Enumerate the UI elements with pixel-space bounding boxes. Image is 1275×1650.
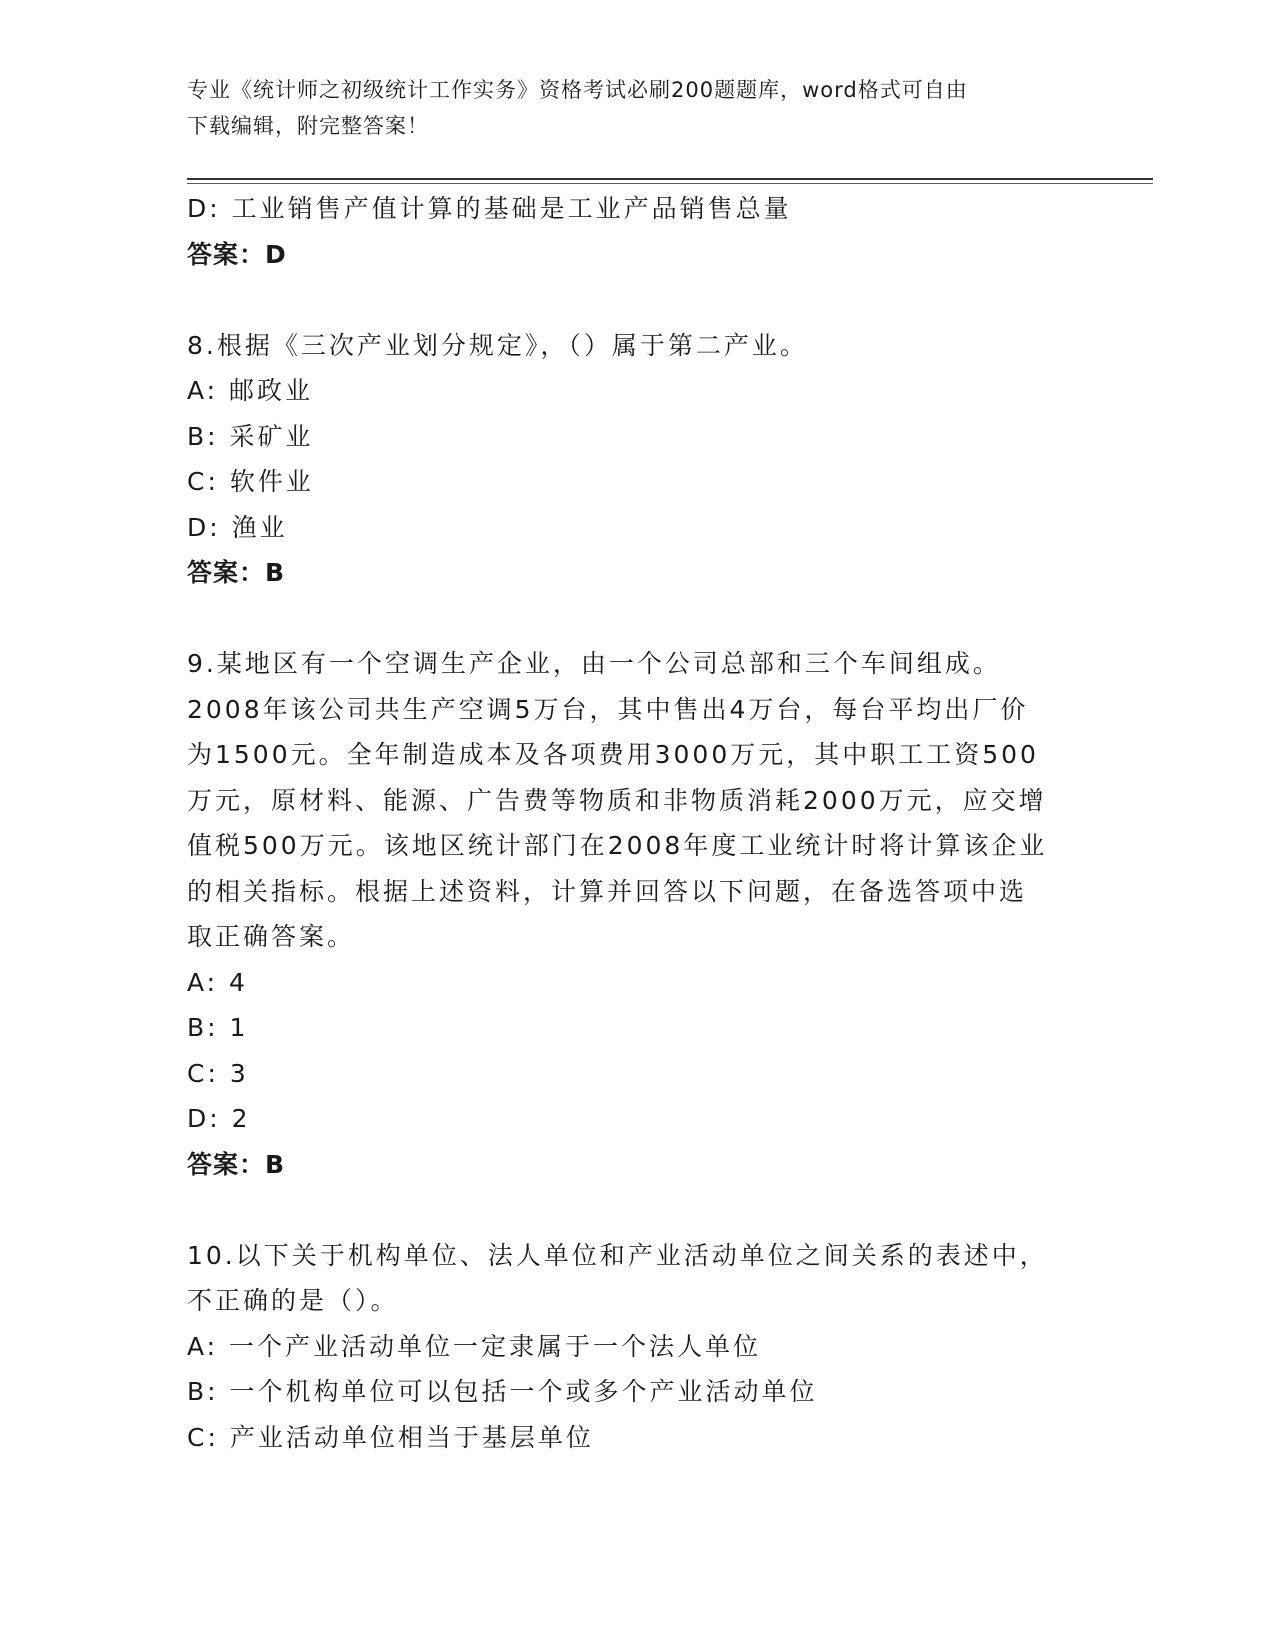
spacer	[187, 1187, 1087, 1233]
question-8-text: 8.根据《三次产业划分规定》，（）属于第二产业。	[187, 330, 808, 360]
header-rule-thin	[187, 183, 1153, 184]
question-9-text-line: 9.某地区有一个空调生产企业，由一个公司总部和三个车间组成。	[187, 649, 1001, 678]
question-8-option-d: D: 渔业	[187, 512, 288, 542]
question-9-text-line: 取正确答案。	[187, 922, 356, 951]
question-9-text-line: 的相关指标。根据上述资料，计算并回答以下问题，在备选答项中选	[187, 876, 1028, 906]
question-8-option-a: A: 邮政业	[187, 376, 314, 405]
header-line-1: 专业《统计师之初级统计工作实务》资格考试必刷200题题库，word格式可自由	[187, 78, 968, 102]
question-9-text-line: 值税500万元。该地区统计部门在2008年度工业统计时将计算该企业	[187, 831, 1048, 860]
question-9-text-line: 万元，原材料、能源、广告费等物质和非物质消耗2000万元，应交增	[187, 785, 1047, 815]
header-rule-thick	[187, 178, 1153, 180]
spacer	[187, 596, 1087, 642]
question-10-option-a: A: 一个产业活动单位一定隶属于一个法人单位	[187, 1331, 762, 1361]
question-10-option-b: B: 一个机构单位可以包括一个或多个产业活动单位	[187, 1377, 818, 1406]
spacer	[187, 277, 1087, 323]
question-8-option-b: B: 采矿业	[187, 421, 314, 451]
question-9	[187, 641, 1087, 1187]
question-9-text-line: 为1500元。全年制造成本及各项费用3000万元，其中职工工资500	[187, 740, 1039, 769]
question-9-option-b: B: 1	[187, 1013, 249, 1042]
prev-option-d: D: 工业销售产值计算的基础是工业产品销售总量	[187, 194, 792, 223]
question-9-option-c: C: 3	[187, 1058, 249, 1088]
question-10-text-line: 10.以下关于机构单位、法人单位和产业活动单位之间关系的表述中，	[187, 1240, 1048, 1270]
question-9-text-line: 2008年该公司共生产空调5万台，其中售出4万台，每台平均出厂价	[187, 694, 1029, 724]
prev-answer: 答案：D	[187, 239, 287, 269]
question-10	[187, 1233, 1087, 1461]
question-8-option-c: C: 软件业	[187, 467, 314, 496]
question-9-answer: 答案：B	[187, 1149, 286, 1179]
question-9-option-d: D: 2	[187, 1104, 251, 1133]
question-content	[187, 186, 1087, 1460]
header-line-2: 下载编辑，附完整答案！	[187, 114, 429, 138]
question-10-option-c: C: 产业活动单位相当于基层单位	[187, 1422, 594, 1452]
question-8	[187, 323, 1087, 596]
question-9-option-a: A: 4	[187, 967, 248, 997]
question-10-text-line: 不正确的是（）。	[187, 1286, 399, 1315]
document-header	[187, 72, 1087, 144]
question-8-answer: 答案：B	[187, 558, 286, 587]
